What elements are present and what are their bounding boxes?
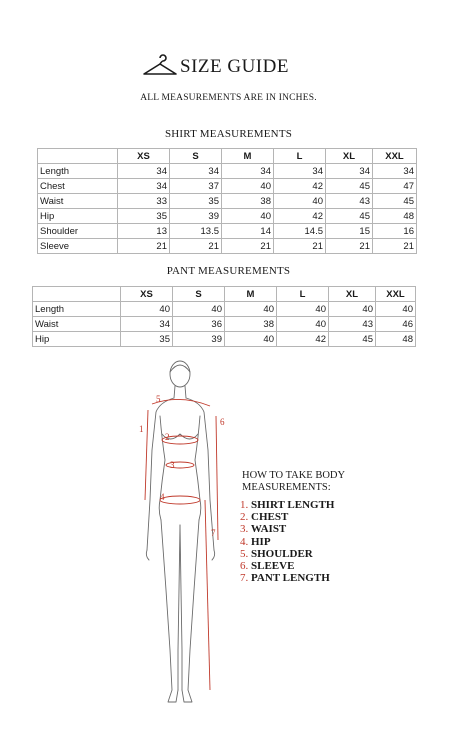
step-label: PANT LENGTH (251, 572, 330, 585)
table-row (38, 179, 417, 194)
table-cell: 16 (373, 224, 417, 239)
shirt-length-guide (145, 410, 148, 500)
list-item (240, 536, 334, 548)
step-number: 7. (240, 572, 249, 585)
table-cell: 21 (170, 239, 222, 254)
marker-2: 2 (165, 432, 170, 442)
table-cell: 38 (225, 317, 277, 332)
table-cell: 34 (170, 164, 222, 179)
pant-section-title: PANT MEASUREMENTS (166, 265, 291, 277)
pant-length-guide (205, 500, 210, 690)
pant-measurements-table (32, 286, 416, 347)
row-label: Waist (33, 317, 121, 332)
step-label: WAIST (250, 523, 287, 536)
table-cell: 43 (326, 194, 373, 209)
table-row (38, 164, 417, 179)
table-row (33, 332, 416, 347)
table-cell: 40 (277, 302, 329, 317)
hanger-icon (140, 54, 180, 80)
step-label: CHEST (251, 511, 289, 524)
row-label: Hip (38, 209, 118, 224)
row-label: Chest (38, 179, 118, 194)
table-row (33, 302, 416, 317)
step-label: SLEEVE (251, 560, 295, 573)
body-outline (146, 361, 214, 702)
column-header: XS (118, 149, 170, 164)
table-cell: 45 (373, 194, 417, 209)
table-cell: 34 (118, 164, 170, 179)
marker-1: 1 (139, 424, 144, 434)
column-header: XS (121, 287, 173, 302)
table-cell: 21 (274, 239, 326, 254)
row-label: Sleeve (38, 239, 118, 254)
table-cell: 45 (329, 332, 376, 347)
table-cell: 35 (121, 332, 173, 347)
table-cell: 45 (326, 209, 373, 224)
row-label: Hip (33, 332, 121, 347)
table-cell: 34 (121, 317, 173, 332)
table-cell: 15 (326, 224, 373, 239)
table-cell: 46 (376, 317, 416, 332)
instructions-title-line: HOW TO TAKE BODY (242, 470, 346, 481)
table-cell: 35 (170, 194, 222, 209)
list-item (240, 560, 334, 572)
step-label: SHOULDER (251, 547, 313, 560)
column-header: L (274, 149, 326, 164)
table-cell: 43 (329, 317, 376, 332)
table-cell: 40 (277, 317, 329, 332)
table-cell: 40 (121, 302, 173, 317)
list-item (240, 499, 334, 511)
table-cell: 34 (326, 164, 373, 179)
table-cell: 14 (222, 224, 274, 239)
table-cell: 34 (222, 164, 274, 179)
table-cell: 36 (173, 317, 225, 332)
marker-6: 6 (220, 417, 225, 427)
table-cell: 40 (222, 209, 274, 224)
step-number: 3. (240, 523, 249, 536)
table-cell: 13.5 (170, 224, 222, 239)
row-label: Length (38, 164, 118, 179)
table-cell: 47 (373, 179, 417, 194)
table-row (33, 317, 416, 332)
list-item (240, 548, 334, 560)
table-cell: 40 (222, 179, 274, 194)
body-figure-illustration (130, 350, 250, 730)
table-cell: 39 (170, 209, 222, 224)
column-header (33, 287, 121, 302)
step-label: SHIRT LENGTH (251, 499, 335, 511)
table-cell: 35 (118, 209, 170, 224)
table-cell: 13 (118, 224, 170, 239)
table-row (38, 209, 417, 224)
table-cell: 34 (274, 164, 326, 179)
list-item (240, 511, 334, 523)
table-cell: 38 (222, 194, 274, 209)
table-cell: 45 (326, 179, 373, 194)
column-header: M (222, 149, 274, 164)
column-header: XL (329, 287, 376, 302)
list-item (240, 572, 334, 584)
step-number: 2. (240, 511, 249, 524)
table-row (38, 224, 417, 239)
column-header (38, 149, 118, 164)
hip-guide (160, 496, 200, 504)
marker-4: 4 (160, 492, 165, 502)
column-header: S (173, 287, 225, 302)
sleeve-guide (216, 416, 218, 540)
table-header-row (33, 287, 416, 302)
table-cell: 21 (326, 239, 373, 254)
row-label: Length (33, 302, 121, 317)
table-cell: 39 (173, 332, 225, 347)
step-number: 4. (240, 535, 249, 548)
table-row (38, 194, 417, 209)
table-cell: 14.5 (274, 224, 326, 239)
table-cell: 40 (329, 302, 376, 317)
marker-7: 7 (211, 528, 216, 538)
table-cell: 21 (118, 239, 170, 254)
table-cell: 42 (277, 332, 329, 347)
table-cell: 40 (173, 302, 225, 317)
table-cell: 42 (274, 209, 326, 224)
marker-5: 5 (156, 394, 161, 404)
step-number: 6. (240, 560, 249, 573)
shirt-section-title: SHIRT MEASUREMENTS (164, 128, 293, 140)
table-cell: 48 (373, 209, 417, 224)
table-cell: 48 (376, 332, 416, 347)
column-header: S (170, 149, 222, 164)
table-cell: 40 (274, 194, 326, 209)
table-cell: 33 (118, 194, 170, 209)
row-label: Shoulder (38, 224, 118, 239)
step-number: 1. (240, 499, 249, 511)
table-cell: 40 (376, 302, 416, 317)
table-cell: 21 (373, 239, 417, 254)
table-header-row (38, 149, 417, 164)
table-cell: 40 (225, 302, 277, 317)
table-cell: 42 (274, 179, 326, 194)
table-cell: 34 (373, 164, 417, 179)
table-cell: 37 (170, 179, 222, 194)
instructions-title-line: MEASUREMENTS: (242, 482, 331, 493)
measurement-steps-list (240, 499, 334, 584)
instructions-heading (242, 470, 345, 494)
shirt-measurements-table (37, 148, 417, 254)
step-label: HIP (251, 535, 271, 548)
column-header: L (277, 287, 329, 302)
row-label: Waist (38, 194, 118, 209)
page-title: SIZE GUIDE (180, 56, 289, 77)
table-cell: 40 (225, 332, 277, 347)
table-cell: 21 (222, 239, 274, 254)
marker-3: 3 (170, 460, 175, 470)
table-cell: 34 (118, 179, 170, 194)
page-subtitle: ALL MEASUREMENTS ARE IN INCHES. (140, 93, 317, 103)
column-header: XXL (376, 287, 416, 302)
column-header: XXL (373, 149, 417, 164)
column-header: XL (326, 149, 373, 164)
list-item (240, 523, 334, 535)
step-number: 5. (240, 547, 249, 560)
table-row (38, 239, 417, 254)
column-header: M (225, 287, 277, 302)
